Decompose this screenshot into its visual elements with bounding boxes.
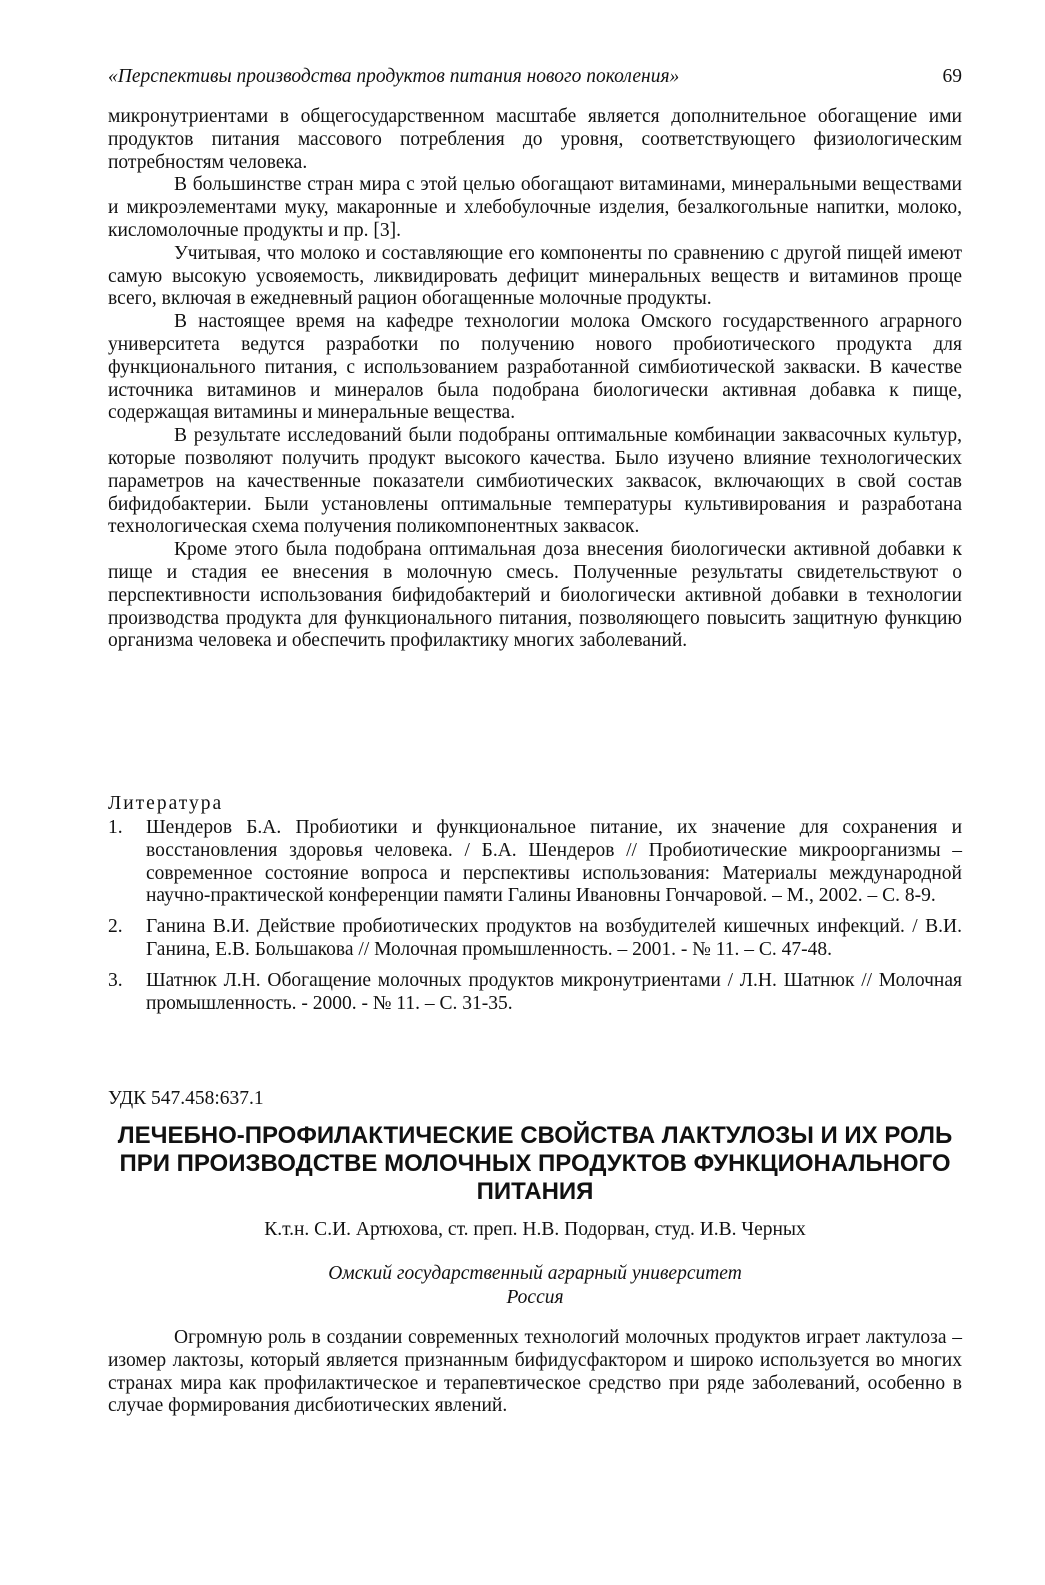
country: Россия [506, 1287, 564, 1308]
reference-item [108, 817, 962, 908]
article-authors: К.т.н. С.И. Артюхова, ст. преп. Н.В. Подорван, студ. И.В. Черных [264, 1219, 806, 1240]
page-number: 69 [942, 66, 962, 87]
body-paragraph: В результате исследований были подобраны оптимальные комбинации заквасочных культур, которые позволяют получить продукт высокого качества. Было изучено влияние технологических параметров на качественные показатели симбиотических заквасок, включающих в свой состав бифидобактерии. Были установлены оптимальные температуры культивирования и разработана технологическая схема получения поликомпонентных заквасок. [108, 425, 962, 538]
body-paragraph: В большинстве стран мира с этой целью обогащают витаминами, минеральными веществами и микроэлементами муку, макаронные и хлебобулочные изделия, безалкогольные напитки, молоко, кисломолочные продукты и пр. [3]. [108, 174, 962, 241]
reference-text: Шендеров Б.А. Пробиотики и функциональное питание, их значение для сохранения и восстановления здоровья человека. / Б.А. Шендеров // Пробиотические микроорганизмы – современное состояние вопроса и перспективы использования: Материалы международной научно-практической конференции памяти Галины Ивановны Гончаровой. – М., 2002. – С. 8-9. [146, 817, 962, 907]
reference-text: Шатнюк Л.Н. Обогащение молочных продуктов микронутриентами / Л.Н. Шатнюк // Молочная промышленность. - 2000. - № 11. – С. 31-35. [146, 969, 962, 1014]
body-paragraph: Кроме этого была подобрана оптимальная доза внесения биологически активной добавки к пище и стадия ее внесения в молочную смесь. Полученные результаты свидетельствуют о перспективности использования бифидобактерий и биологически активной добавки в технологии производства продукта для функционального питания, позволяющего повысить защитную функцию организма человека и обеспечить профилактику многих заболеваний. [108, 539, 962, 652]
reference-number: 2. [108, 916, 123, 938]
reference-number: 3. [108, 969, 123, 991]
article-abstract [108, 1327, 962, 1418]
abstract-paragraph: Огромную роль в создании современных технологий молочных продуктов играет лактулоза – изомер лактозы, который является признанным бифидусфактором и широко используется во многих странах мира как профилактическое и терапевтическое средство при ряде заболеваний, особенно в случае формирования дисбиотических явлений. [108, 1327, 962, 1417]
body-paragraph: В настоящее время на кафедре технологии молока Омского государственного аграрного университета ведутся разработки по получению нового пробиотического продукта для функционального питания, с использованием разработанной симбиотической закваски. В качестве источника витаминов и минералов была подобрана биологически активная добавка к пище, содержащая витамины и минеральные вещества. [108, 311, 962, 424]
body-paragraph: микронутриентами в общегосударственном масштабе является дополнительное обогащение ими продуктов питания массового потребления до уровня, соответствующего физиологическим потребностям человека. [108, 106, 962, 173]
running-title: «Перспективы производства продуктов питания нового поколения» [108, 66, 680, 87]
article-title: ЛЕЧЕБНО-ПРОФИЛАКТИЧЕСКИЕ СВОЙСТВА ЛАКТУЛОЗЫ И ИХ РОЛЬ ПРИ ПРОИЗВОДСТВЕ МОЛОЧНЫХ ПРОДУКТОВ ФУНКЦИОНАЛЬНОГО ПИТАНИЯ [117, 1122, 953, 1205]
literature-heading: Литература [108, 793, 224, 814]
body-paragraph: Учитывая, что молоко и составляющие его компоненты по сравнению с другой пищей имеют самую высокую усвояемость, ликвидировать дефицит минеральных веществ и витаминов проще всего, включая в ежедневный рацион обогащенные молочные продукты. [108, 242, 962, 310]
running-header [108, 66, 962, 88]
affiliation-block [108, 1262, 962, 1310]
reference-list [108, 817, 962, 1023]
reference-item [108, 916, 962, 962]
reference-number: 1. [108, 817, 123, 838]
reference-item [108, 970, 962, 1016]
udk-code: УДК 547.458:637.1 [108, 1088, 264, 1109]
reference-text: Ганина В.И. Действие пробиотических продуктов на возбудителей кишечных инфекций. / В.И. Ганина, Е.В. Большакова // Молочная промышленность. – 2001. - № 11. – С. 47-48. [146, 916, 962, 960]
body-text [108, 106, 962, 653]
affiliation: Омский государственный аграрный университет [328, 1263, 742, 1284]
